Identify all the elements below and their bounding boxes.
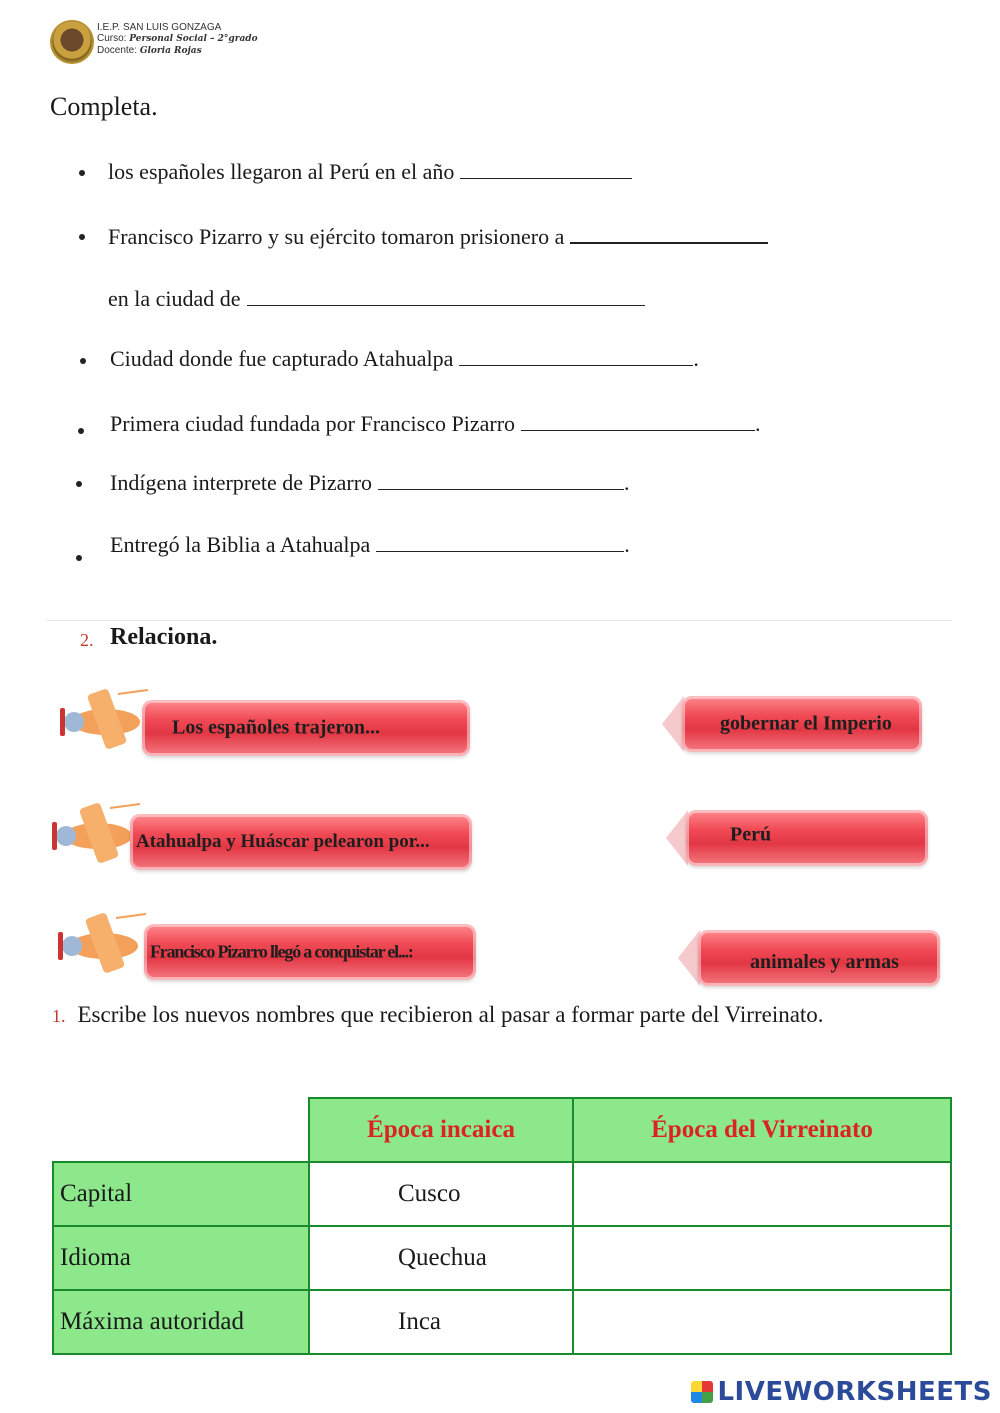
inca-value: Inca [309,1290,573,1354]
row-label: Máxima autoridad [53,1290,309,1354]
complete-item-4: Primera ciudad fundada por Francisco Pizarro . [110,411,761,436]
complete-item-3: Ciudad donde fue capturado Atahualpa . [110,346,699,371]
relate-left-card-1[interactable]: Los españoles trajeron... [142,700,470,756]
answer-blank[interactable] [247,285,645,306]
table-row [53,1226,951,1290]
relate-right-card-1[interactable]: gobernar el Imperio [682,696,922,752]
virreinato-answer-cell[interactable] [573,1162,951,1226]
inca-value: Cusco [309,1162,573,1226]
relate-title: Relaciona. [110,624,218,650]
relate-right-card-3[interactable]: animales y armas [698,930,940,986]
row-label: Capital [53,1162,309,1226]
teacher-line: Docente: Gloria Rojas [97,45,202,56]
complete-item-2b: en la ciudad de [108,285,645,312]
school-name: I.E.P. SAN LUIS GONZAGA [97,22,222,33]
table-row [53,1162,951,1226]
course-value: Personal Social – 2°grado [129,34,258,44]
answer-blank[interactable] [459,345,693,366]
names-number: 1. [52,1006,66,1026]
bullet-dot [79,234,85,240]
section-divider [46,620,952,621]
virreinato-answer-cell[interactable] [573,1290,951,1354]
airplane-icon [54,908,150,978]
school-info [97,22,258,57]
bullet-dot [79,170,85,176]
teacher-value: Gloria Rojas [139,46,202,56]
complete-item-2: Francisco Pizarro y su ejército tomaron prisionero a [108,222,768,250]
names-question [52,996,872,1035]
table-header-row [53,1098,951,1162]
answer-blank[interactable] [378,469,624,490]
complete-item-6: Entregó la Biblia a Atahualpa . [110,532,630,557]
complete-item-1: los españoles llegaron al Perú en el año [108,158,632,185]
school-logo [52,22,92,62]
names-table [52,1097,952,1355]
banner-tip [678,930,700,986]
answer-blank[interactable] [460,158,632,179]
complete-title: Completa. [50,92,158,121]
bullet-dot [78,428,84,434]
complete-item-5: Indígena interprete de Pizarro . [110,470,630,495]
relate-left-card-3[interactable]: Francisco Pizarro llegó a conquistar el...: [144,924,476,980]
banner-tip [666,810,688,866]
header-inca: Época incaica [309,1098,573,1162]
airplane-icon [56,684,152,754]
relate-number: 2. [80,630,94,650]
relate-left-card-2[interactable]: Atahualpa y Huáscar pelearon por... [130,814,472,870]
virreinato-answer-cell[interactable] [573,1226,951,1290]
row-label: Idioma [53,1226,309,1290]
bullet-dot [76,555,82,561]
answer-blank[interactable] [376,531,624,552]
names-text: Escribe los nuevos nombres que recibieron al pasar a formar parte del Virreinato. [77,1002,824,1027]
liveworksheets-logo: LIVEWORKSHEETS [691,1377,992,1407]
bullet-dot [80,358,86,364]
inca-value: Quechua [309,1226,573,1290]
answer-blank[interactable] [521,410,755,431]
lw-badge-icon [691,1381,713,1403]
course-line: Curso: Personal Social – 2°grado [97,33,258,44]
bullet-dot [76,481,82,487]
table-corner [53,1098,309,1162]
banner-tip [662,696,684,752]
header-virreinato: Época del Virreinato [573,1098,951,1162]
relate-right-card-2[interactable]: Perú [686,810,928,866]
answer-blank[interactable] [570,222,768,244]
table-row [53,1290,951,1354]
